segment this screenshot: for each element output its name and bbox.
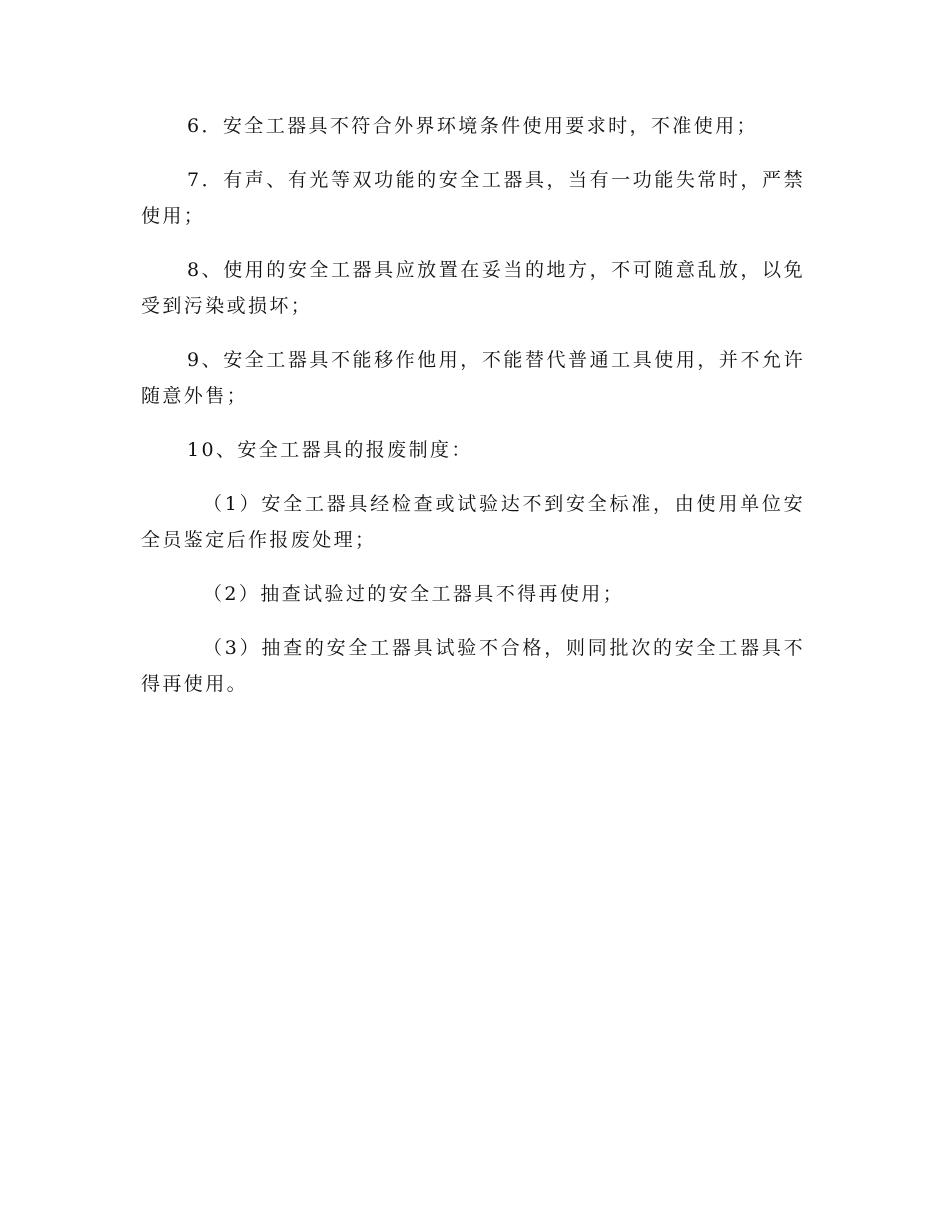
- document-body: [141, 108, 805, 702]
- sub-item-2: （2）抽查试验过的安全工器具不得再使用；: [203, 583, 625, 605]
- sub-item-1: （1）安全工器具经检查或试验达不到安全标准，由使用单位安全员鉴定后作报废处理；: [141, 493, 805, 551]
- paragraph-item-8: 8、使用的安全工器具应放置在妥当的地方，不可随意乱放，以免受到污染或损坏；: [141, 259, 805, 317]
- sub-item-3: （3）抽查的安全工器具试验不合格，则同批次的安全工器具不得再使用。: [141, 637, 805, 695]
- paragraph-item-7: 7．有声、有光等双功能的安全工器具，当有一功能失常时，严禁使用；: [141, 169, 805, 227]
- paragraph-item-9: 9、安全工器具不能移作他用，不能替代普通工具使用，并不允许随意外售；: [141, 349, 805, 407]
- paragraph-item-10-heading: 10、安全工器具的报废制度：: [187, 439, 473, 461]
- paragraph-item-6: 6．安全工器具不符合外界环境条件使用要求时，不准使用；: [187, 115, 758, 137]
